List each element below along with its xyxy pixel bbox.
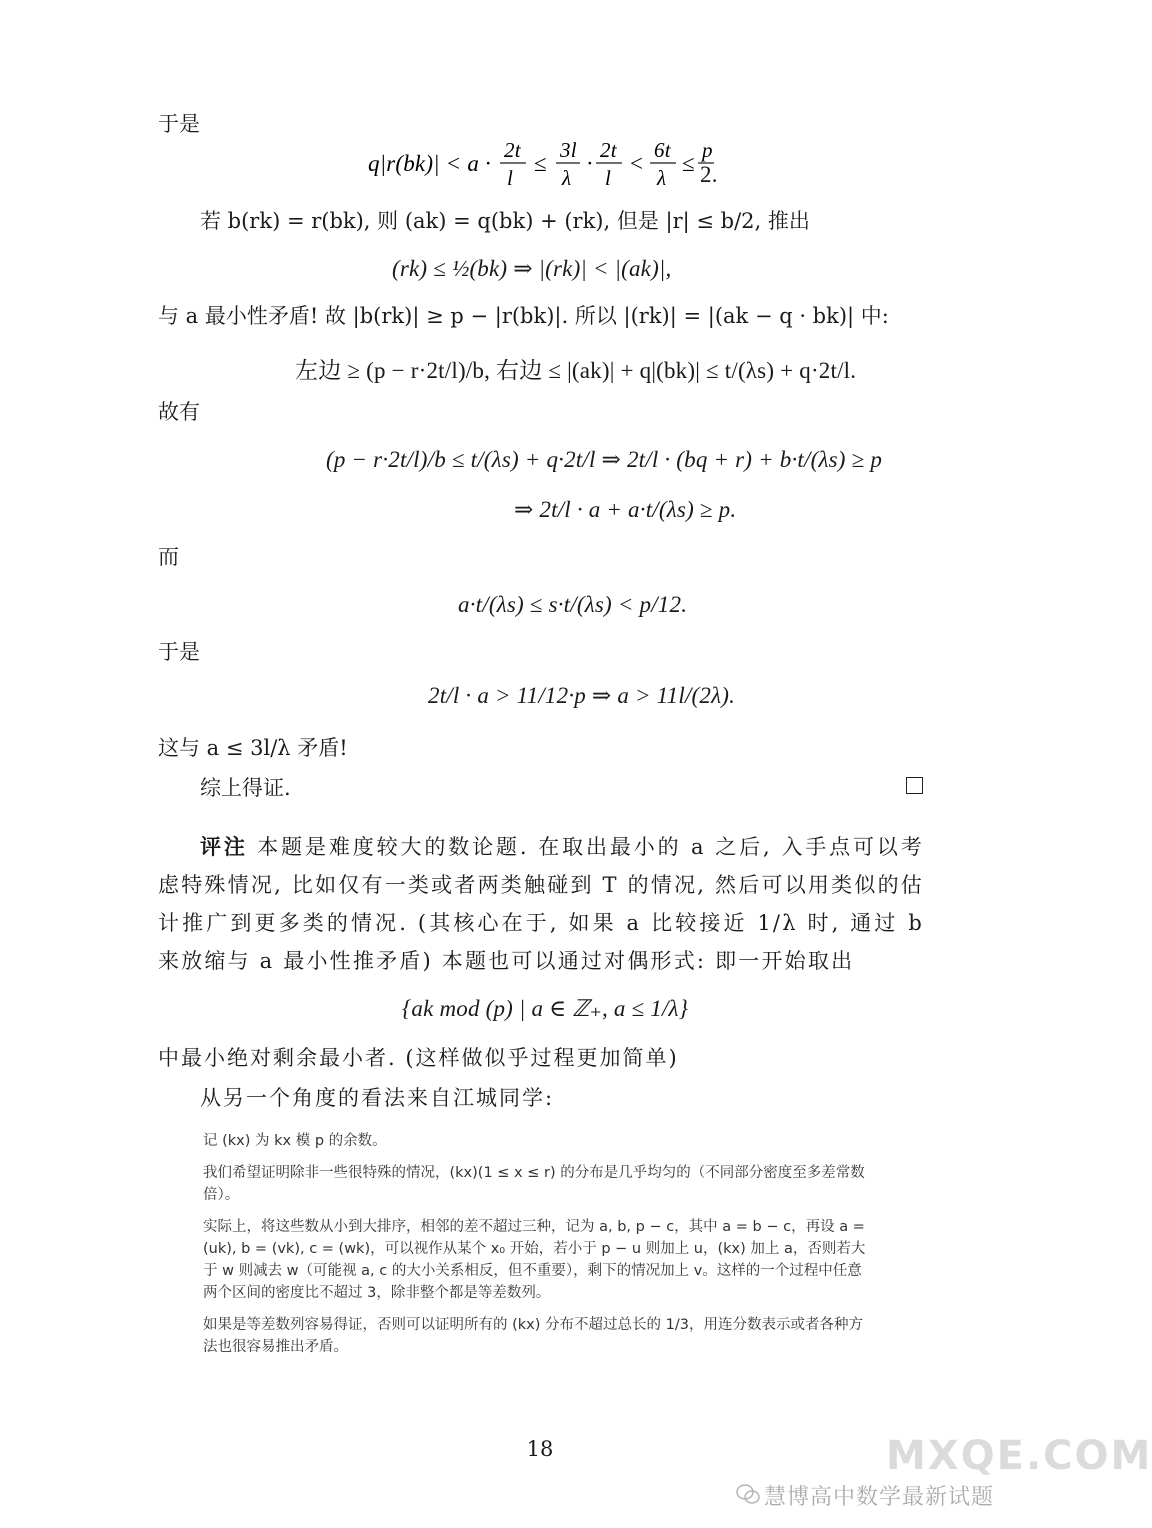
svg-text:≤: ≤ <box>682 151 695 176</box>
watermark-site: MXQE.COM <box>886 1433 1152 1479</box>
conclusion-text: 综上得证. <box>200 776 291 800</box>
equation-2: (rk) ≤ ½(bk) ⇒ |(rk)| < |(ak)|, <box>392 256 672 281</box>
screenshot-paragraph-4: 如果是等差数列容易得证，否则可以证明所有的 (kx) 分布不超过总长的 1/3，用连分数表示或者各种方法也很容易推出矛盾。 <box>203 1317 863 1355</box>
svg-text:2t: 2t <box>504 138 521 162</box>
screenshot-paragraph-3: 实际上，将这些数从小到大排序，相邻的差不超过三种，记为 a, b, p − c，其中 a = b − c，再设 a = (uk), b = (vk), c = (wk)，可以视作从某个 x₀ 开始，若小于 p − u 则加上 u，(kx) 加上 a，否则若大于 w 则减去 w（可能视 a, c 的大小关系相反，但不重要），剩下的情况加上 v。这样的一个过程中任意两个区间的密度比不超过 3，除非整个都是等差数列。 <box>203 1219 866 1301</box>
svg-text:λ: λ <box>562 166 572 190</box>
equation-1-tail: 2. <box>700 162 718 187</box>
yushi-label-1: 于是 <box>158 112 200 136</box>
svg-text:q|r(bk)| < a ·: q|r(bk)| < a · <box>368 151 491 176</box>
screenshot-paragraph-2: 我们希望证明除非一些很特殊的情况，(kx)(1 ≤ x ≤ r) 的分布是几乎均匀的（不同部分密度至多差常数倍）。 <box>203 1165 865 1203</box>
remark-body: 本题是难度较大的数论题. 在取出最小的 a 之后, 入手点可以考虑特殊情况, 比如仅有一类或者两类触碰到 T 的情况, 然后可以用类似的估计推广到更多类的情况. (其核心在于, 如果 a 比较接近 1/λ 时, 通过 b 来放缩与 a 最小性推矛盾) 本题也可以通过对偶形式: 即一开始取出 <box>158 835 924 973</box>
svg-text:·: · <box>586 151 594 176</box>
svg-text:p: p <box>702 138 713 162</box>
svg-text:3l: 3l <box>560 138 577 162</box>
watermark-text: 慧博高中数学最新试题 <box>764 1485 995 1510</box>
set-equation: {ak mod (p) | a ∈ ℤ₊, a ≤ 1/λ} <box>402 996 689 1021</box>
paragraph-if: 若 b(rk) = r(bk), 则 (ak) = q(bk) + (rk), 但是 |r| ≤ b/2, 推出 <box>200 209 810 233</box>
svg-text:<: < <box>630 151 644 176</box>
remark-label: 评注 <box>200 834 248 859</box>
svg-text:l: l <box>507 166 514 190</box>
another-view-text: 从另一个角度的看法来自江城同学: <box>200 1086 555 1110</box>
guyou-label: 故有 <box>158 400 200 424</box>
equation-3: 左边 ≥ (p − r·2t/l)/b, 右边 ≤ |(ak)| + q|(bk)| ≤ t/(λs) + q·2t/l. <box>295 358 857 383</box>
svg-text:2t: 2t <box>600 138 617 162</box>
er-label: 而 <box>158 545 179 569</box>
svg-text:λ: λ <box>657 166 667 190</box>
watermark <box>736 1433 1152 1523</box>
equation-4a: (p − r·2t/l)/b ≤ t/(λs) + q·2t/l ⇒ 2t/l · (bq + r) + b·t/(λs) ≥ p <box>326 447 883 472</box>
equation-6: 2t/l · a > 11/12·p ⇒ a > 11l/(2λ). <box>428 683 736 708</box>
equation-5: a·t/(λs) ≤ s·t/(λs) < p/12. <box>458 592 688 617</box>
svg-text:≤: ≤ <box>534 151 547 176</box>
after-set-text: 中最小绝对剩余最小者. (这样做似乎过程更加简单) <box>158 1046 679 1070</box>
equation-4b: ⇒ 2t/l · a + a·t/(λs) ≥ p. <box>514 497 737 522</box>
equation-1-svg <box>364 138 714 190</box>
yushi-label-2: 于是 <box>158 640 200 664</box>
screenshot-paragraph-1: 记 (kx) 为 kx 模 p 的余数。 <box>203 1133 387 1149</box>
svg-text:6t: 6t <box>654 138 671 162</box>
wechat-icon <box>736 1483 760 1505</box>
svg-text:l: l <box>605 166 612 190</box>
contradiction-end: 这与 a ≤ 3l/λ 矛盾! <box>158 736 348 760</box>
remark-paragraph <box>158 828 924 980</box>
paragraph-contradiction: 与 a 最小性矛盾! 故 |b(rk)| ≥ p − |r(bk)|. 所以 |(rk)| = |(ak − q · bk)| 中: <box>158 304 889 328</box>
embedded-screenshot <box>203 1130 873 1368</box>
page-number: 18 <box>526 1437 554 1461</box>
qed-box-icon <box>906 777 923 794</box>
equation-1 <box>364 138 714 196</box>
